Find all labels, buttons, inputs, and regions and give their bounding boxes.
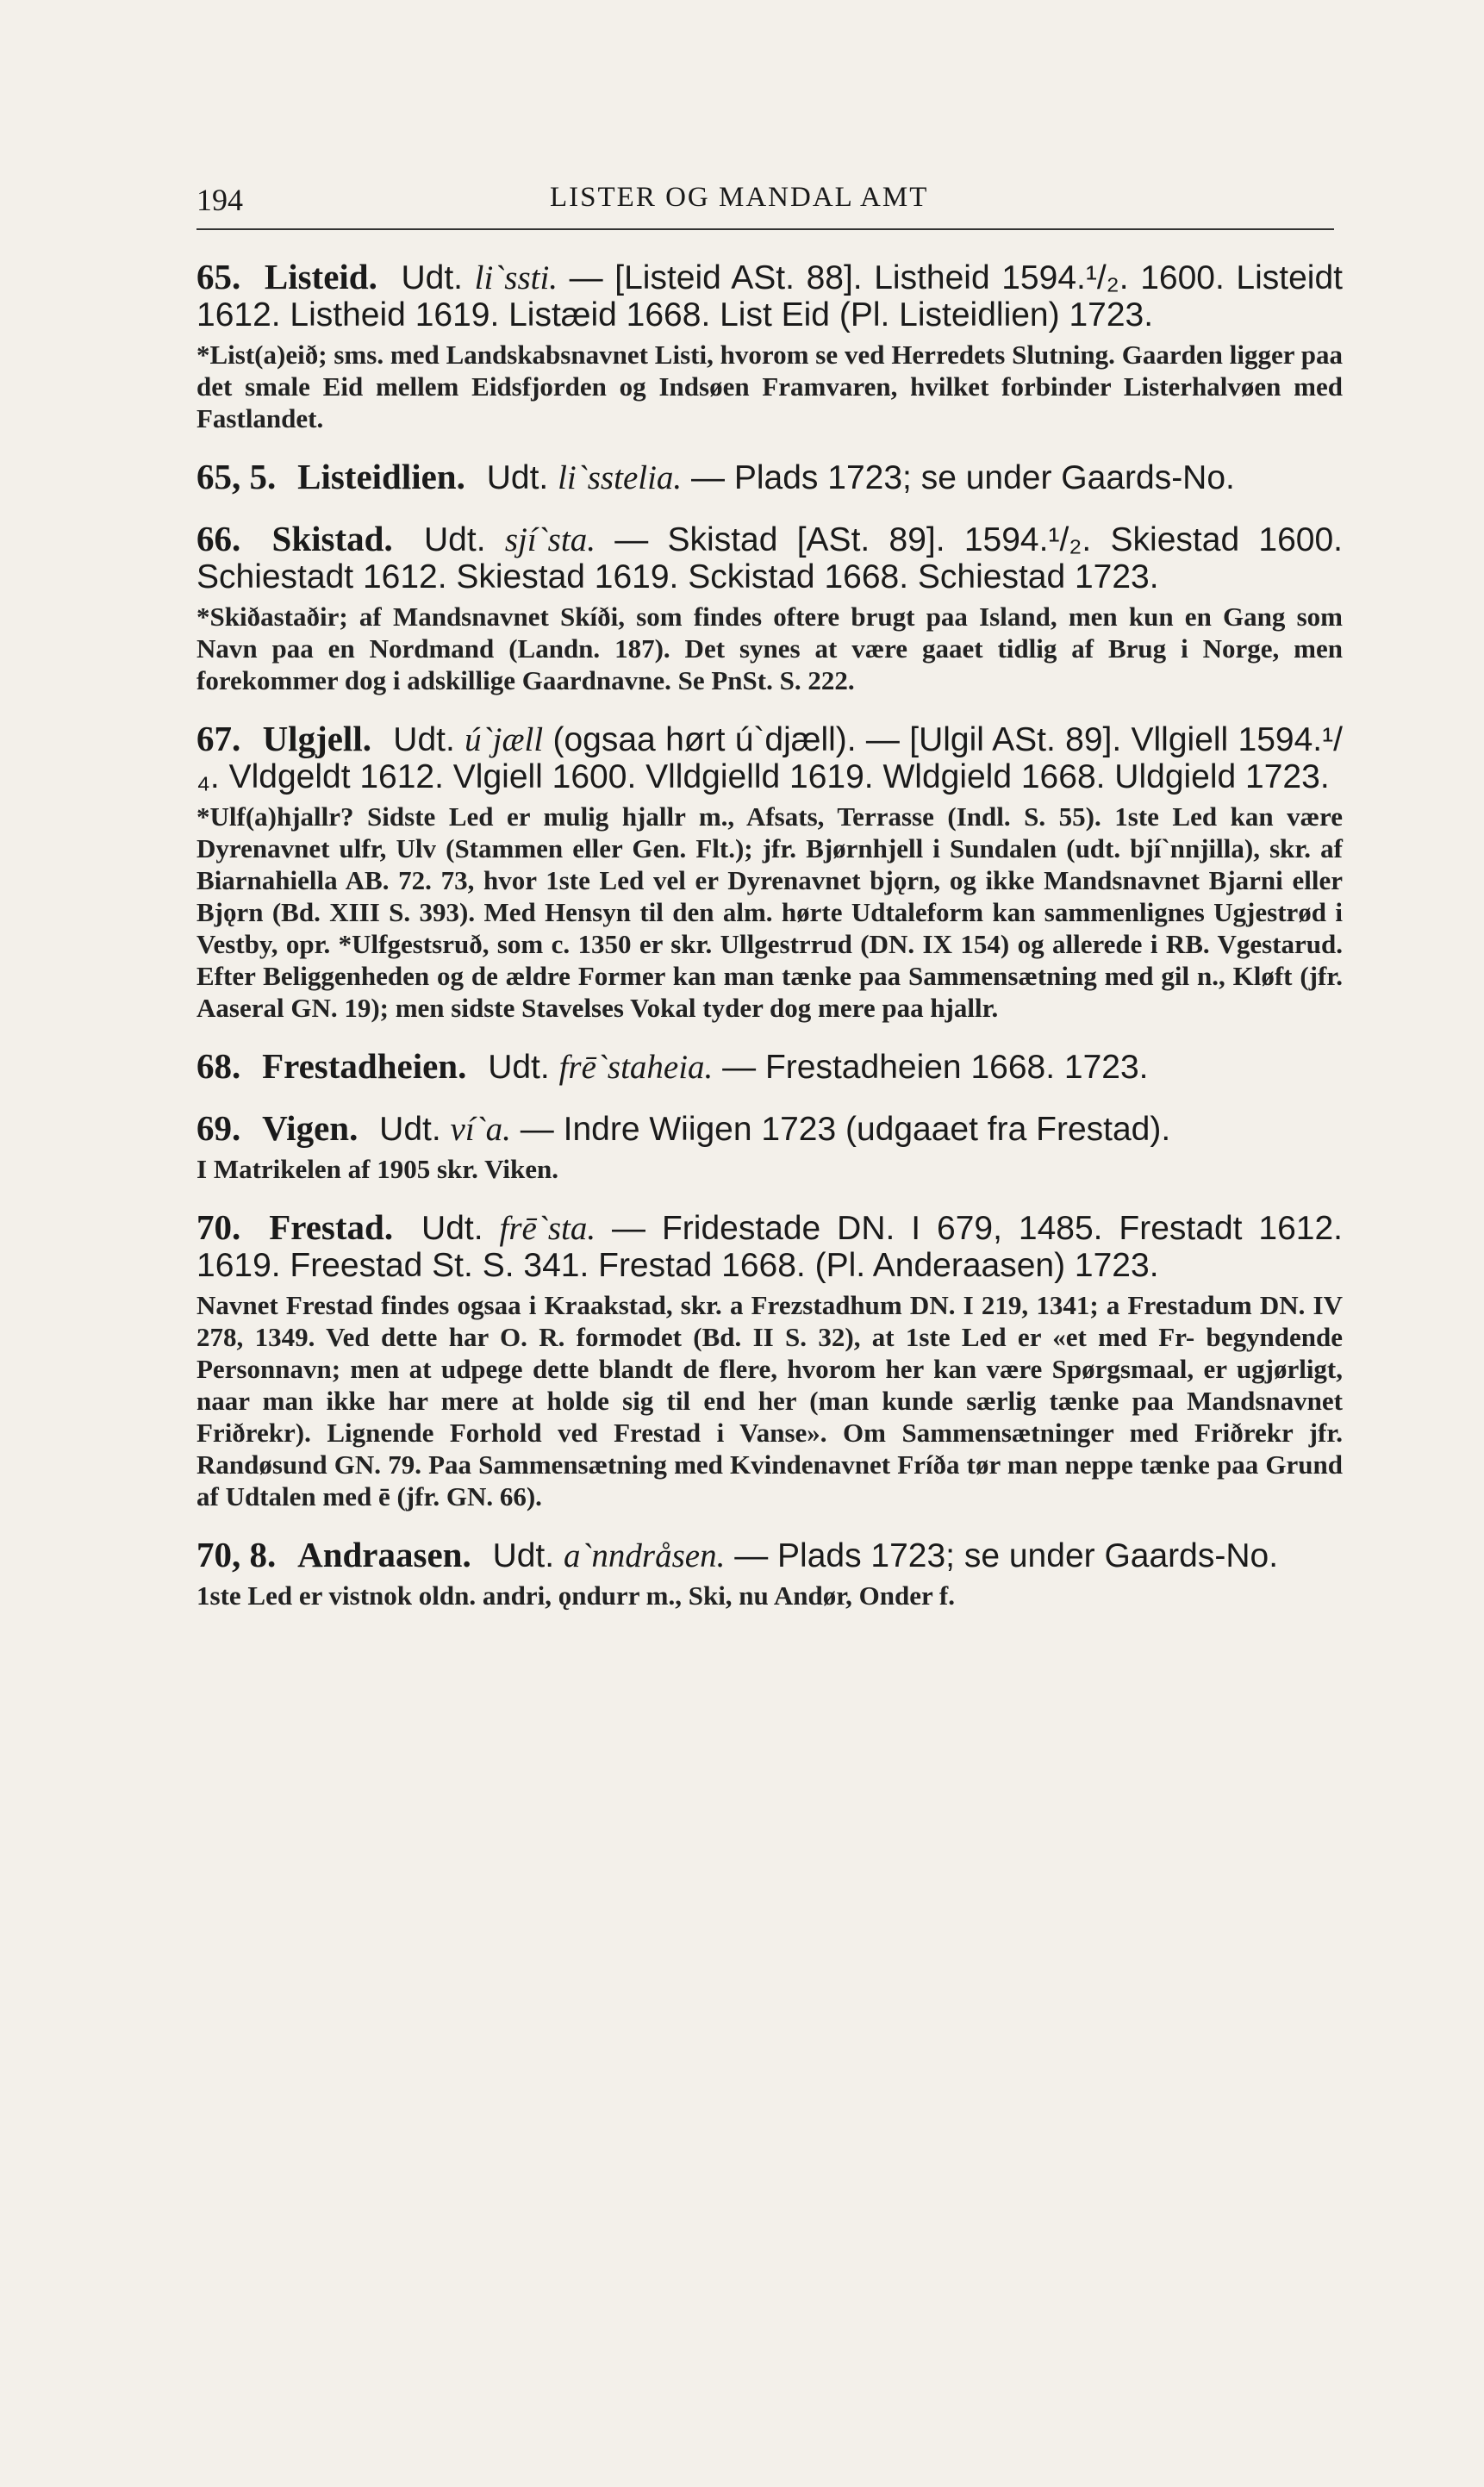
entry-main — [196, 259, 1343, 333]
entry-name: Listeid. — [264, 257, 377, 296]
entry-name: Skistad. — [271, 519, 393, 558]
entry-note: I Matrikelen af 1905 skr. Viken. — [196, 1154, 558, 1184]
entry-number: 70. — [196, 1207, 241, 1247]
entry-main — [196, 1209, 1343, 1284]
entry-text: — Plads 1723; se under Gaards-No. — [734, 1537, 1279, 1574]
entry-main — [196, 1048, 1343, 1086]
entry-main — [196, 720, 1343, 795]
entry-name: Frestadheien. — [262, 1046, 467, 1086]
entry-name: Listeidlien. — [297, 457, 465, 496]
entry-main — [196, 1110, 1343, 1148]
pronunciation: frē`sta. — [499, 1210, 596, 1247]
entry-number: 65, 5. — [196, 457, 277, 496]
entry-number: 68. — [196, 1046, 241, 1086]
entry-main — [196, 458, 1343, 496]
entry-66 — [196, 520, 1343, 696]
page-number: 194 — [196, 183, 243, 217]
entry-70 — [196, 1209, 1343, 1512]
udt-label: Udt. — [488, 1049, 550, 1086]
udt-label: Udt. — [393, 721, 455, 758]
entry-70-8 — [196, 1536, 1343, 1611]
entry-name: Ulgjell. — [262, 719, 371, 758]
entry-name: Andraasen. — [297, 1535, 471, 1574]
entry-note: *Skiðastaðir; af Mandsnavnet Skíði, som findes oftere brugt paa Island, men kun en Gang som Navn paa en Nordmand (Landn. 187). Det synes at være gaaet tidlig af Brug i Norge, men forekommer dog i adskillige Gaardnavne. Se PnSt. S. 222. — [196, 601, 1343, 695]
entry-note: 1ste Led er vistnok oldn. andri, ǫndurr m., Ski, nu Andør, Onder f. — [196, 1580, 955, 1611]
entry-name: Frestad. — [269, 1207, 394, 1247]
running-title: LISTER OG MANDAL AMT — [550, 182, 929, 213]
entry-text: — Plads 1723; se under Gaards-No. — [691, 459, 1235, 496]
entry-note: *List(a)eið; sms. med Landskabsnavnet Listi, hvorom se ved Herredets Slutning. Gaarden ligger paa det smale Eid mellem Eidsfjorden og Indsøen Framvaren, hvilket forbinder Listerhalvøen med Fastlandet. — [196, 340, 1343, 433]
entry-number: 69. — [196, 1108, 241, 1148]
pronunciation: frē`staheia. — [558, 1049, 714, 1086]
udt-label: Udt. — [424, 521, 486, 558]
pronunciation: li`ssti. — [474, 259, 558, 296]
udt-label: Udt. — [401, 259, 463, 296]
pronunciation: sjí`sta. — [504, 521, 595, 558]
entry-text: — [Listeid ASt. 88]. Listheid 1594.¹/₂. 1600. Listeidt 1612. Listheid 1619. Listæid 1668. List Eid (Pl. Listeidlien) 1723. — [196, 259, 1344, 333]
page-header — [196, 177, 1334, 230]
entry-name: Vigen. — [262, 1108, 359, 1148]
udt-label: Udt. — [492, 1537, 555, 1574]
entry-text: — Skistad [ASt. 89]. 1594.¹/₂. Skiestad 1600. Schiestadt 1612. Skiestad 1619. Sckistad 1668. Schiestad 1723. — [196, 521, 1344, 595]
entry-note: *Ulf(a)hjallr? Sidste Led er mulig hjallr m., Afsats, Terrasse (Indl. S. 55). 1ste Led kan være Dyrenavnet ulfr, Ulv (Stammen eller Gen. Flt.); jfr. Bjørnhjell i Sundalen (udt. bjí`nnjilla), skr. af Biarnahiella AB. 72. 73, hvor 1ste Led vel er Dyrenavnet bjǫrn, og ikke Mandsnavnet Bjarni eller Bjǫrn (Bd. XIII S. 393). Med Hensyn til den alm. hørte Udtaleform kan sammenlignes Ugjestrød i Vestby, opr. *Ulfgestsruð, som c. 1350 er skr. Ullgestrrud (DN. IX 154) og allerede i RB. Vgestarud. Efter Beliggenheden og de ældre Former kan man tænke paa Sammensætning med gil n., Kløft (jfr. Aaseral GN. 19); men sidste Stavelses Vokal tyder dog mere paa hjallr. — [196, 801, 1343, 1023]
entry-text: (ogsaa hørt ú`djæll). — [Ulgil ASt. 89]. Vllgiell 1594.¹/₄. Vldgeldt 1612. Vlgiell 1600. Vlldgielld 1619. Wldgield 1668. Uldgield 1723. — [196, 721, 1343, 795]
entry-main — [196, 520, 1343, 595]
entry-number: 70, 8. — [196, 1535, 277, 1574]
udt-label: Udt. — [486, 459, 549, 496]
entry-text: — Fridestade DN. I 679, 1485. Frestadt 1612. 1619. Freestad St. S. 341. Frestad 1668. (Pl. Anderaasen) 1723. — [196, 1210, 1344, 1284]
entry-65-5 — [196, 458, 1343, 496]
entry-number: 67. — [196, 719, 241, 758]
page-body — [196, 259, 1343, 1636]
udt-label: Udt. — [421, 1210, 483, 1247]
entry-main — [196, 1536, 1343, 1574]
entry-text: — Frestadheien 1668. 1723. — [722, 1049, 1149, 1086]
pronunciation: a`nndråsen. — [563, 1537, 726, 1574]
entry-67 — [196, 720, 1343, 1024]
entry-number: 66. — [196, 519, 241, 558]
pronunciation: li`sstelia. — [558, 459, 683, 496]
udt-label: Udt. — [379, 1111, 441, 1148]
pronunciation: ú`jæll — [465, 721, 544, 758]
entry-68 — [196, 1048, 1343, 1086]
entry-69 — [196, 1110, 1343, 1185]
pronunciation: ví`a. — [450, 1111, 511, 1148]
entry-note: Navnet Frestad findes ogsaa i Kraakstad, skr. a Frezstadhum DN. I 219, 1341; a Frestadum DN. IV 278, 1349. Ved dette har O. R. formodet (Bd. II S. 32), at 1ste Led er «et med Fr- begyndende Personnavn; men at udpege dette blandt de flere, hvorom her kan være Spørgsmaal, er ugjørligt, naar man ikke har mere at holde sig til end her (man kunde særlig tænke paa Mandsnavnet Friðrekr). Lignende Forhold ved Frestad i Vanse». Om Sammensætninger med Friðrekr jfr. Randøsund GN. 79. Paa Sammensætning med Kvindenavnet Fríða tør man neppe tænke paa Grund af Udtalen med ē (jfr. GN. 66). — [196, 1290, 1343, 1512]
entry-65 — [196, 259, 1343, 434]
entry-number: 65. — [196, 257, 241, 296]
entry-text: — Indre Wiigen 1723 (udgaaet fra Frestad). — [520, 1111, 1171, 1148]
